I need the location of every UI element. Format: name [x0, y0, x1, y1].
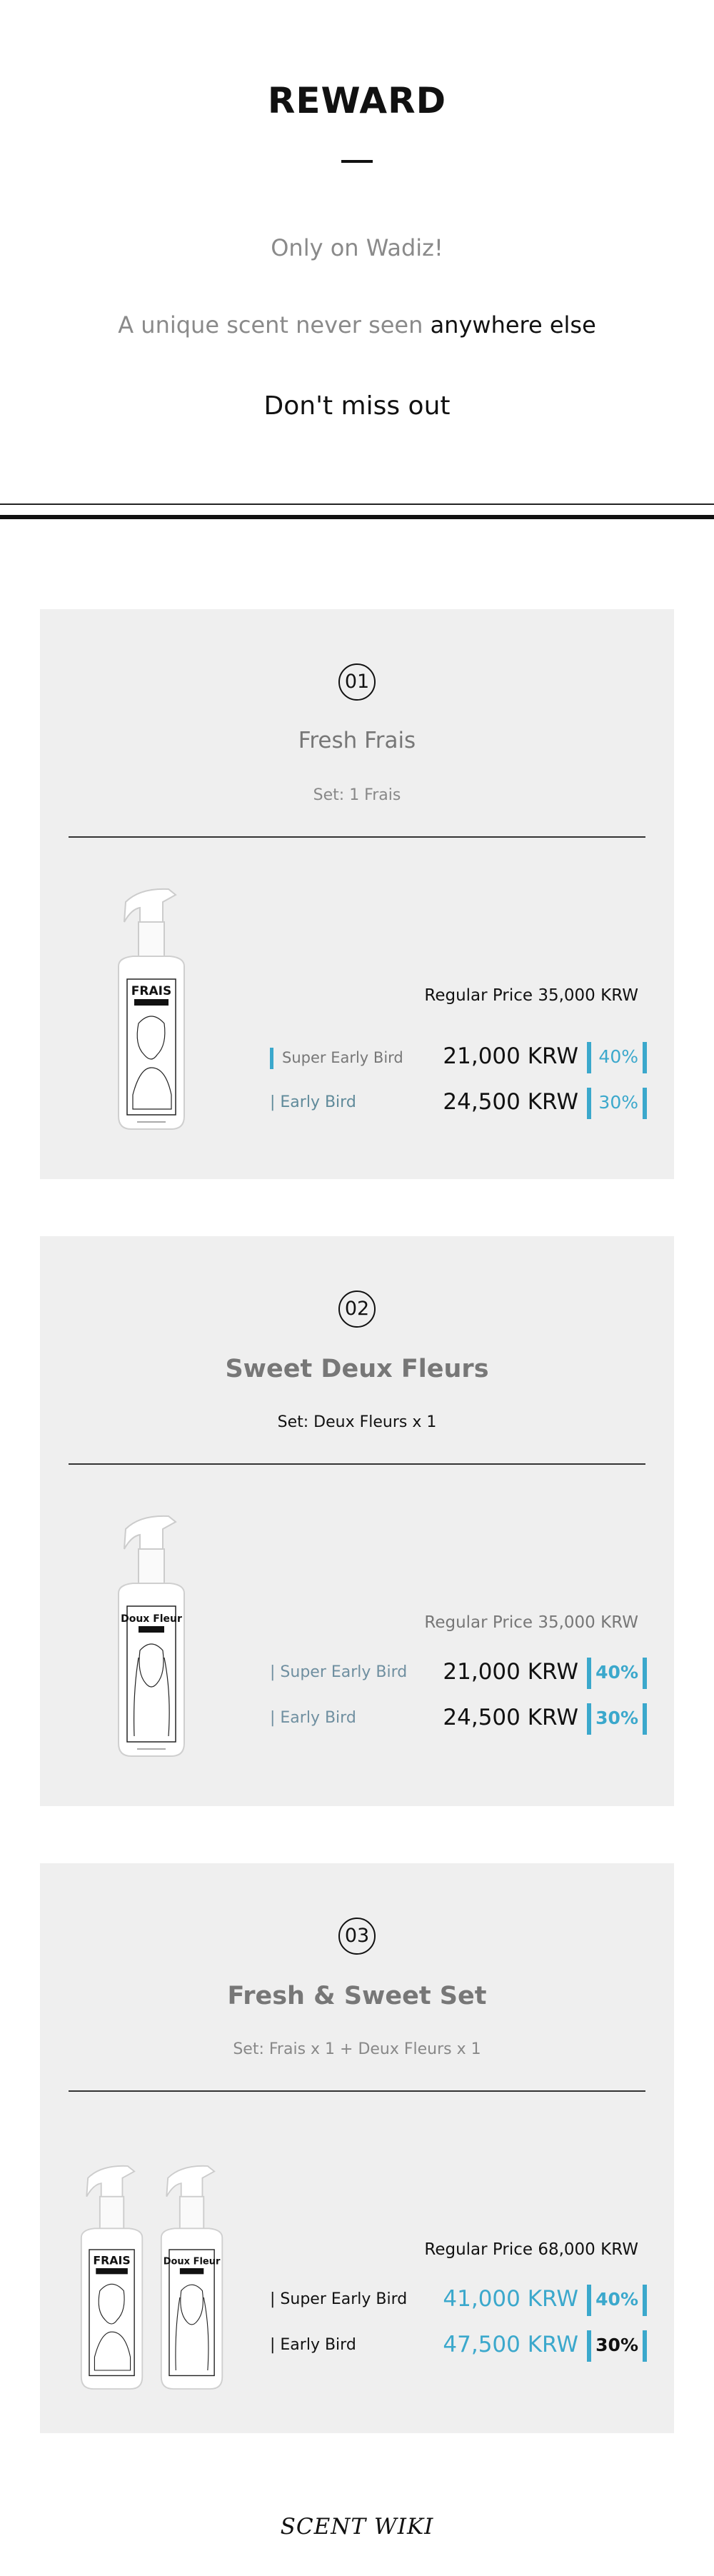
- tier-price: 21,000 KRW: [443, 1043, 578, 1069]
- spray-bottle-icon: [97, 881, 197, 1138]
- discount-bar-end: [643, 2285, 647, 2316]
- tier-label: | Early Bird: [270, 1709, 356, 1727]
- reward-card-02[interactable]: [40, 1236, 674, 1806]
- tier-early-bird[interactable]: [270, 1088, 647, 1119]
- product-image: [61, 2135, 254, 2420]
- card-divider: [69, 1463, 645, 1465]
- tier-super-early-bird[interactable]: [270, 1042, 647, 1073]
- tier-early-bird[interactable]: [270, 1703, 647, 1735]
- regular-price: Regular Price 68,000 KRW: [424, 2240, 638, 2259]
- divider-thin: [0, 503, 714, 505]
- discount-bar-end: [643, 1658, 647, 1689]
- tier-label: | Super Early Bird: [270, 1663, 408, 1681]
- tier-label: | Super Early Bird: [270, 2290, 408, 2308]
- discount-bar-end: [643, 2330, 647, 2362]
- card-divider: [69, 2090, 645, 2092]
- tier-price: 41,000 KRW: [443, 2286, 578, 2312]
- card-divider: [69, 836, 645, 838]
- brand-logo: SCENT WIKI: [280, 2514, 434, 2540]
- tier-price: 21,000 KRW: [443, 1659, 578, 1685]
- product-image: [69, 881, 240, 1166]
- discount-percent: 40%: [598, 1046, 638, 1067]
- discount-percent: 40%: [595, 2289, 638, 2310]
- reward-name: Fresh Frais: [298, 728, 416, 753]
- tier-price: 47,500 KRW: [443, 2332, 578, 2357]
- discount-bar: [587, 1042, 591, 1073]
- svg-text:FRAIS: FRAIS: [131, 984, 172, 998]
- discount-bar: [587, 1658, 591, 1689]
- reward-name: Sweet Deux Fleurs: [225, 1355, 489, 1383]
- spray-bottle-icon: [61, 2149, 154, 2406]
- svg-text:Doux Fleur: Doux Fleur: [163, 2256, 221, 2267]
- discount-bar: [587, 1088, 591, 1119]
- tier-marker: [270, 1048, 273, 1069]
- regular-price: Regular Price 35,000 KRW: [424, 986, 638, 1005]
- discount-percent: 30%: [595, 2335, 638, 2355]
- discount-bar: [587, 2285, 591, 2316]
- discount-percent: 40%: [595, 1662, 638, 1683]
- discount-bar-end: [643, 1042, 647, 1073]
- tagline-unique-prefix: A unique scent never seen: [118, 311, 431, 339]
- divider-thick: [0, 515, 714, 519]
- tagline-wadiz: Only on Wadiz!: [271, 234, 443, 261]
- reward-set: Set: Deux Fleurs x 1: [277, 1413, 437, 1431]
- tagline-dont-miss: Don't miss out: [263, 391, 451, 421]
- reward-set: Set: Frais x 1 + Deux Fleurs x 1: [233, 2040, 481, 2058]
- discount-bar-end: [643, 1088, 647, 1119]
- discount-bar-end: [643, 1703, 647, 1735]
- reward-number-badge: 02: [338, 1290, 376, 1328]
- discount-percent: 30%: [595, 1708, 638, 1728]
- reward-number-badge: 03: [338, 1918, 376, 1955]
- discount-bar: [587, 1703, 591, 1735]
- svg-text:FRAIS: FRAIS: [93, 2253, 131, 2267]
- discount-bar: [587, 2330, 591, 2362]
- discount-percent: 30%: [598, 1092, 638, 1113]
- tier-early-bird[interactable]: [270, 2330, 647, 2362]
- tier-price: 24,500 KRW: [443, 1089, 578, 1115]
- regular-price: Regular Price 35,000 KRW: [424, 1613, 638, 1632]
- tagline-unique-highlight: anywhere else: [430, 311, 596, 339]
- reward-card-01[interactable]: [40, 609, 674, 1179]
- tier-label: | Early Bird: [270, 2336, 356, 2354]
- product-image: [69, 1508, 240, 1793]
- reward-card-03[interactable]: [40, 1863, 674, 2433]
- tagline-unique: [0, 311, 714, 339]
- title-dash: [341, 160, 373, 163]
- page-title: REWARD: [267, 80, 447, 121]
- reward-set: Set: 1 Frais: [313, 786, 401, 804]
- svg-text:Doux Fleur: Doux Fleur: [121, 1613, 182, 1625]
- reward-number-badge: 01: [338, 663, 376, 701]
- tier-label-text: Super Early Bird: [282, 1049, 403, 1066]
- reward-header: [0, 0, 714, 514]
- tier-super-early-bird[interactable]: [270, 2285, 647, 2316]
- spray-bottle-icon: [141, 2149, 234, 2406]
- reward-name: Fresh & Sweet Set: [227, 1982, 487, 2010]
- spray-bottle-icon: [97, 1508, 197, 1765]
- tier-super-early-bird[interactable]: [270, 1658, 647, 1689]
- tier-label: | Early Bird: [270, 1093, 356, 1111]
- tier-label: [270, 1048, 403, 1069]
- tier-price: 24,500 KRW: [443, 1705, 578, 1730]
